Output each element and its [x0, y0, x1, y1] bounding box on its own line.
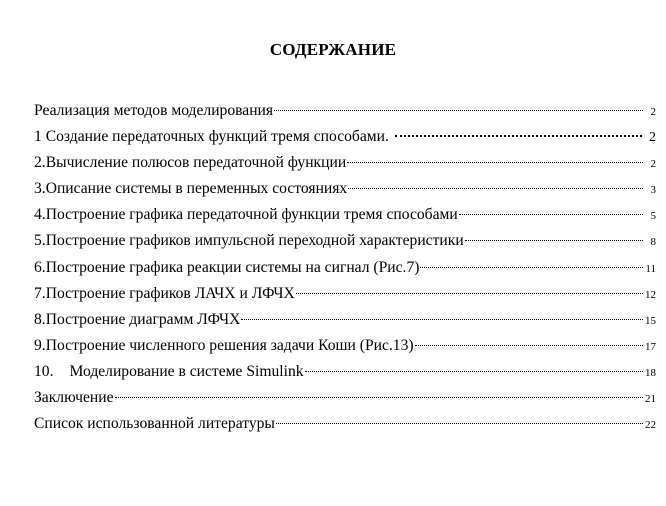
toc-leader-dots	[415, 345, 643, 346]
toc-entry-number: 10.	[34, 362, 54, 380]
toc-entry-text: Моделирование в системе Simulink	[69, 362, 304, 380]
toc-entry-text: 2.Вычисление полюсов передаточной функции	[34, 154, 347, 172]
toc-leader-dots	[395, 135, 642, 137]
toc-entry	[34, 385, 656, 411]
toc-title: СОДЕРЖАНИЕ	[269, 40, 397, 59]
toc-entry-text: Заключение	[34, 389, 114, 407]
toc-entry-page: 2	[650, 158, 656, 171]
toc-entry-page: 15	[645, 314, 656, 327]
toc-entry-text: 5.Построение графиков импульсной переходной характеристики	[34, 232, 464, 250]
toc-leader-dots	[274, 110, 643, 111]
toc-entry-page: 17	[645, 340, 656, 353]
toc-entry-page: 22	[645, 419, 656, 432]
toc-entry-page: 8	[650, 236, 656, 249]
toc-entry-text: Реализация методов моделирования	[34, 102, 274, 119]
toc-entry-text: 4.Построение графика передаточной функции тремя способами	[34, 206, 458, 224]
toc-leader-dots	[276, 423, 643, 424]
toc-entry-text: 7.Построение графиков ЛАЧХ и ЛФЧХ	[34, 284, 295, 302]
toc-entry	[34, 98, 656, 124]
toc-entry	[34, 333, 656, 359]
toc-leader-dots	[347, 162, 643, 163]
toc-entry	[34, 255, 656, 281]
toc-entry-page: 12	[645, 288, 656, 301]
toc-entry-page: 11	[645, 262, 656, 275]
toc-entry-page: 3	[650, 184, 656, 197]
toc-entry	[34, 307, 656, 333]
toc-entry-page: 2	[650, 106, 656, 118]
toc-entry	[34, 176, 656, 202]
toc-leader-dots	[296, 293, 643, 294]
toc-leader-dots	[348, 188, 643, 189]
toc-entry-text: Список использованной литературы	[34, 415, 275, 433]
toc-leader-dots	[420, 267, 643, 268]
toc-leader-dots	[465, 240, 643, 241]
toc-entry	[34, 359, 656, 385]
toc-leader-dots	[305, 371, 643, 372]
toc-leader-dots	[115, 397, 643, 398]
toc-entry-page: 2	[649, 130, 656, 146]
toc-leader-dots	[241, 319, 643, 320]
toc-entry	[34, 202, 656, 228]
toc-entry-text: 1 Создание передаточных функций тремя способами.	[34, 128, 389, 146]
toc-entry-page: 18	[645, 366, 656, 379]
toc-entry-text: 9.Построение численного решения задачи Коши (Рис.13)	[34, 336, 414, 354]
toc-entry-text: 6.Построение графика реакции системы на сигнал (Рис.7)	[34, 258, 420, 276]
toc-entry-page: 21	[645, 393, 656, 406]
toc-entry-page: 5	[650, 210, 656, 223]
toc-entry-text: 3.Описание системы в переменных состояниях	[34, 180, 348, 198]
table-of-contents	[34, 98, 656, 437]
toc-entry	[34, 150, 656, 176]
toc-leader-dots	[459, 214, 643, 215]
toc-entry	[34, 411, 656, 437]
toc-entry	[34, 228, 656, 254]
toc-entry-text: 8.Построение диаграмм ЛФЧХ	[34, 310, 241, 328]
toc-entry	[34, 281, 656, 307]
toc-entry	[34, 124, 656, 150]
